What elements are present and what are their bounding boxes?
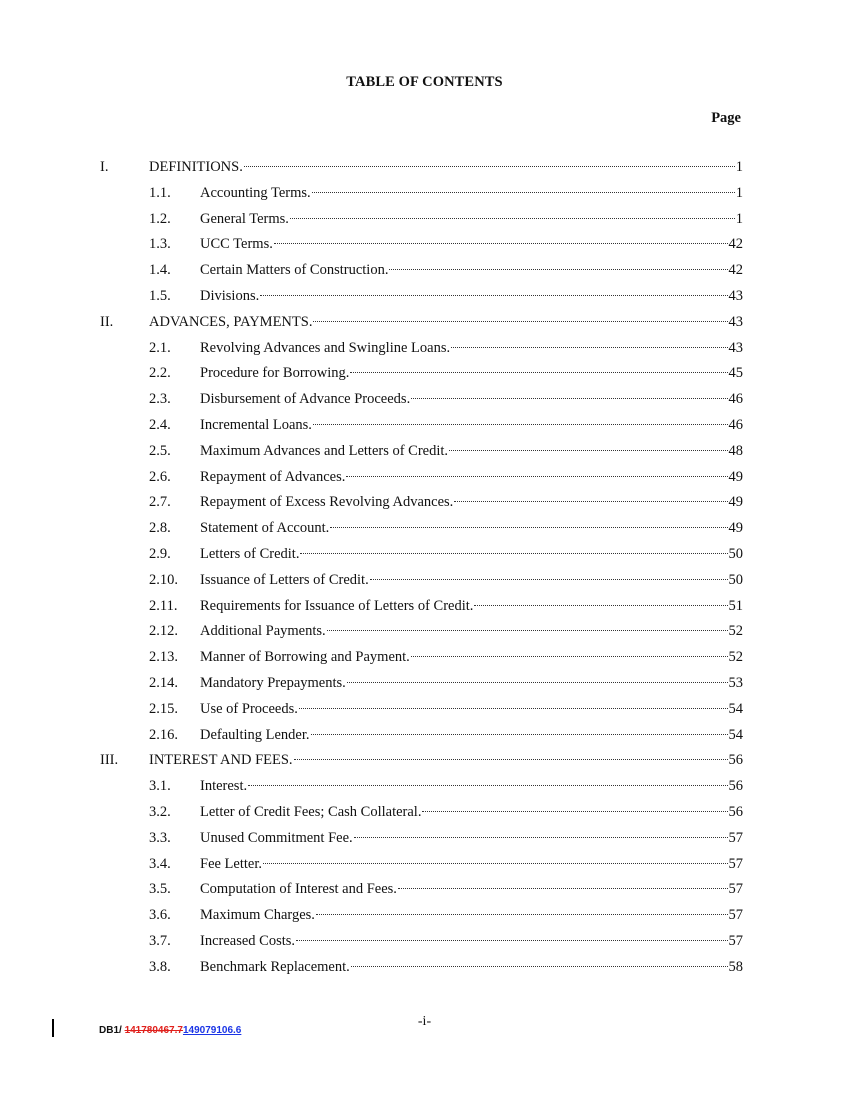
toc-number: 2.14. xyxy=(149,674,178,691)
toc-entry[interactable] xyxy=(200,387,743,413)
toc-number: 1.5. xyxy=(149,287,171,304)
dot-leader xyxy=(398,888,728,889)
toc-subsection-row[interactable] xyxy=(0,490,849,516)
toc-subsection-row[interactable] xyxy=(0,955,849,981)
toc-subsection-row[interactable] xyxy=(0,723,849,749)
toc-entry[interactable] xyxy=(200,258,743,284)
toc-number: 3.4. xyxy=(149,855,171,872)
toc-title: Procedure for Borrowing. xyxy=(200,365,350,382)
docid-inserted: 149079106.6 xyxy=(182,1025,242,1036)
toc-number: 3.3. xyxy=(149,829,171,846)
toc-subsection-row[interactable] xyxy=(0,800,849,826)
toc-entry[interactable] xyxy=(200,697,743,723)
toc-number: 2.6. xyxy=(149,468,171,485)
dot-leader xyxy=(313,424,728,425)
toc-page-number: 42 xyxy=(728,262,743,279)
toc-page-number: 54 xyxy=(728,700,743,717)
toc-page-number: 49 xyxy=(728,468,743,485)
toc-page-number: 52 xyxy=(728,649,743,666)
dot-leader xyxy=(290,218,735,219)
toc-page-number: 50 xyxy=(728,571,743,588)
toc-page-number: 1 xyxy=(735,159,743,175)
toc-number: 3.5. xyxy=(149,881,171,898)
toc-subsection-row[interactable] xyxy=(0,697,849,723)
toc-subsection-row[interactable] xyxy=(0,181,849,207)
toc-title: Additional Payments. xyxy=(200,623,326,640)
toc-entry[interactable] xyxy=(200,619,743,645)
toc-entry[interactable] xyxy=(200,465,743,491)
toc-subsection-row[interactable] xyxy=(0,465,849,491)
dot-leader xyxy=(311,734,728,735)
toc-title: Issuance of Letters of Credit. xyxy=(200,571,369,588)
toc-subsection-row[interactable] xyxy=(0,903,849,929)
toc-page-number: 56 xyxy=(728,752,743,769)
toc-subsection-row[interactable] xyxy=(0,207,849,233)
toc-title: Divisions. xyxy=(200,287,260,304)
toc-number: 3.6. xyxy=(149,907,171,924)
dot-leader xyxy=(294,759,728,760)
toc-number: 2.13. xyxy=(149,649,178,666)
toc-page-number: 49 xyxy=(728,520,743,537)
toc-title: Mandatory Prepayments. xyxy=(200,674,346,691)
toc-number: 2.1. xyxy=(149,339,171,356)
toc-page-number: 42 xyxy=(728,236,743,253)
toc-entry[interactable] xyxy=(200,413,743,439)
dot-leader xyxy=(248,785,727,786)
toc-entry[interactable] xyxy=(200,671,743,697)
toc-number: 2.11. xyxy=(149,597,178,614)
toc-number: 2.10. xyxy=(149,571,178,588)
toc-subsection-row[interactable] xyxy=(0,232,849,258)
toc-entry[interactable] xyxy=(200,336,743,362)
dot-leader xyxy=(347,682,728,683)
revision-change-bar xyxy=(52,1019,54,1037)
toc-title: Disbursement of Advance Proceeds. xyxy=(200,391,411,408)
toc-section-row[interactable] xyxy=(0,310,849,336)
toc-entry[interactable] xyxy=(200,645,743,671)
dot-leader xyxy=(300,553,727,554)
toc-subsection-row[interactable] xyxy=(0,671,849,697)
toc-number: 2.2. xyxy=(149,365,171,382)
toc-entry[interactable] xyxy=(200,181,743,207)
dot-leader xyxy=(350,372,727,373)
toc-page-number: 57 xyxy=(728,881,743,898)
toc-subsection-row[interactable] xyxy=(0,387,849,413)
toc-title: General Terms. xyxy=(200,210,289,227)
toc-page-number: 43 xyxy=(728,339,743,356)
toc-entry[interactable] xyxy=(200,903,743,929)
toc-page-number: 45 xyxy=(728,365,743,382)
toc-entry[interactable] xyxy=(200,723,743,749)
toc-subsection-row[interactable] xyxy=(0,645,849,671)
toc-page-number: 57 xyxy=(728,855,743,872)
toc-subsection-row[interactable] xyxy=(0,542,849,568)
table-of-contents xyxy=(0,155,849,981)
toc-title: Accounting Terms. xyxy=(200,184,311,201)
toc-title: Revolving Advances and Swingline Loans. xyxy=(200,339,451,356)
dot-leader xyxy=(451,347,727,348)
dot-leader xyxy=(370,579,728,580)
toc-subsection-row[interactable] xyxy=(0,774,849,800)
toc-subsection-row[interactable] xyxy=(0,284,849,310)
toc-entry[interactable] xyxy=(200,516,743,542)
toc-number: 1.3. xyxy=(149,236,171,253)
toc-number: 2.16. xyxy=(149,726,178,743)
toc-page-number: 53 xyxy=(728,674,743,691)
toc-page-number: 43 xyxy=(728,287,743,304)
toc-number: 3.2. xyxy=(149,803,171,820)
toc-title: Unused Commitment Fee. xyxy=(200,829,353,846)
toc-number: 2.12. xyxy=(149,623,178,640)
dot-leader xyxy=(411,398,727,399)
dot-leader xyxy=(454,501,727,502)
dot-leader xyxy=(474,605,727,606)
toc-number: 3.1. xyxy=(149,778,171,795)
toc-subsection-row[interactable] xyxy=(0,413,849,439)
docid-deleted: 141780467.7 xyxy=(124,1025,183,1036)
toc-title: Letter of Credit Fees; Cash Collateral. xyxy=(200,803,422,820)
toc-title: Use of Proceeds. xyxy=(200,700,298,717)
toc-subsection-row[interactable] xyxy=(0,568,849,594)
toc-subsection-row[interactable] xyxy=(0,877,849,903)
dot-leader xyxy=(313,321,727,322)
dot-leader xyxy=(244,166,735,167)
toc-entry[interactable] xyxy=(200,826,743,852)
toc-page-number: 48 xyxy=(728,442,743,459)
toc-subsection-row[interactable] xyxy=(0,439,849,465)
toc-subsection-row[interactable] xyxy=(0,619,849,645)
page-column-header: Page xyxy=(711,110,741,126)
toc-number: 2.4. xyxy=(149,416,171,433)
toc-title: Maximum Charges. xyxy=(200,907,315,924)
toc-subsection-row[interactable] xyxy=(0,336,849,362)
toc-entry[interactable] xyxy=(200,361,743,387)
toc-subsection-row[interactable] xyxy=(0,516,849,542)
toc-subsection-row[interactable] xyxy=(0,826,849,852)
toc-entry[interactable] xyxy=(200,594,743,620)
toc-title: Repayment of Excess Revolving Advances. xyxy=(200,494,454,511)
toc-page-number: 56 xyxy=(728,778,743,795)
dot-leader xyxy=(296,940,727,941)
toc-entry[interactable] xyxy=(200,852,743,878)
dot-leader xyxy=(327,630,728,631)
dot-leader xyxy=(411,656,728,657)
dot-leader xyxy=(316,914,728,915)
toc-entry[interactable] xyxy=(200,207,743,233)
toc-subsection-row[interactable] xyxy=(0,361,849,387)
toc-title: Computation of Interest and Fees. xyxy=(200,881,397,898)
toc-entry[interactable] xyxy=(149,748,743,774)
toc-entry[interactable] xyxy=(200,877,743,903)
dot-leader xyxy=(299,708,728,709)
toc-subsection-row[interactable] xyxy=(0,258,849,284)
toc-number: 1.2. xyxy=(149,210,171,227)
toc-entry[interactable] xyxy=(200,439,743,465)
dot-leader xyxy=(449,450,727,451)
toc-entry[interactable] xyxy=(200,568,743,594)
toc-number: 1.1. xyxy=(149,184,171,201)
toc-entry[interactable] xyxy=(200,929,743,955)
dot-leader xyxy=(354,837,728,838)
toc-page-number: 46 xyxy=(728,391,743,408)
page-title: TABLE OF CONTENTS xyxy=(346,74,503,90)
toc-title: DEFINITIONS. xyxy=(149,159,243,175)
toc-title: INTEREST AND FEES. xyxy=(149,752,293,769)
dot-leader xyxy=(422,811,727,812)
toc-page-number: 51 xyxy=(728,597,743,614)
dot-leader xyxy=(389,269,727,270)
toc-title: Statement of Account. xyxy=(200,520,330,537)
toc-number: 2.5. xyxy=(149,442,171,459)
toc-page-number: 43 xyxy=(728,313,743,330)
toc-title: Requirements for Issuance of Letters of Credit. xyxy=(200,597,474,614)
toc-title: UCC Terms. xyxy=(200,236,273,253)
toc-number: 3.7. xyxy=(149,932,171,949)
dot-leader xyxy=(312,192,735,193)
toc-title: Certain Matters of Construction. xyxy=(200,262,389,279)
toc-number: 3.8. xyxy=(149,958,171,975)
toc-entry[interactable] xyxy=(149,310,743,336)
toc-page-number: 57 xyxy=(728,932,743,949)
toc-title: Letters of Credit. xyxy=(200,545,300,562)
toc-title: Interest. xyxy=(200,778,248,795)
toc-number: 2.9. xyxy=(149,545,171,562)
dot-leader xyxy=(351,966,728,967)
toc-entry[interactable] xyxy=(200,774,743,800)
document-id xyxy=(99,1025,241,1036)
toc-subsection-row[interactable] xyxy=(0,929,849,955)
toc-section-row[interactable] xyxy=(0,155,849,181)
toc-entry[interactable] xyxy=(200,955,743,981)
toc-page-number: 52 xyxy=(728,623,743,640)
toc-entry[interactable] xyxy=(149,155,743,181)
dot-leader xyxy=(330,527,727,528)
toc-title: Fee Letter. xyxy=(200,855,263,872)
toc-page-number: 57 xyxy=(728,907,743,924)
toc-page-number: 49 xyxy=(728,494,743,511)
toc-subsection-row[interactable] xyxy=(0,852,849,878)
toc-title: Increased Costs. xyxy=(200,932,296,949)
dot-leader xyxy=(346,476,727,477)
toc-entry[interactable] xyxy=(200,284,743,310)
toc-title: Manner of Borrowing and Payment. xyxy=(200,649,410,666)
toc-title: Incremental Loans. xyxy=(200,416,312,433)
toc-title: ADVANCES, PAYMENTS. xyxy=(149,313,313,330)
toc-page-number: 46 xyxy=(728,416,743,433)
toc-page-number: 58 xyxy=(728,958,743,975)
docid-prefix: DB1/ xyxy=(99,1025,125,1036)
dot-leader xyxy=(263,863,727,864)
toc-title: Maximum Advances and Letters of Credit. xyxy=(200,442,449,459)
toc-entry[interactable] xyxy=(200,490,743,516)
dot-leader xyxy=(260,295,727,296)
toc-page-number: 56 xyxy=(728,803,743,820)
toc-page-number: 50 xyxy=(728,545,743,562)
toc-entry[interactable] xyxy=(200,800,743,826)
toc-entry[interactable] xyxy=(200,232,743,258)
toc-number: III. xyxy=(100,752,119,769)
toc-page-number: 57 xyxy=(728,829,743,846)
toc-title: Defaulting Lender. xyxy=(200,726,310,743)
toc-section-row[interactable] xyxy=(0,748,849,774)
toc-title: Benchmark Replacement. xyxy=(200,958,350,975)
toc-page-number: 54 xyxy=(728,726,743,743)
toc-number: II. xyxy=(100,313,114,330)
toc-number: I. xyxy=(100,159,109,175)
toc-title: Repayment of Advances. xyxy=(200,468,346,485)
toc-number: 2.7. xyxy=(149,494,171,511)
toc-number: 2.8. xyxy=(149,520,171,537)
toc-number: 2.3. xyxy=(149,391,171,408)
toc-page-number: 1 xyxy=(735,210,743,227)
toc-page-number: 1 xyxy=(735,184,743,201)
dot-leader xyxy=(274,243,728,244)
toc-entry[interactable] xyxy=(200,542,743,568)
toc-number: 1.4. xyxy=(149,262,171,279)
page-number: -i- xyxy=(417,1014,432,1029)
toc-subsection-row[interactable] xyxy=(0,594,849,620)
toc-number: 2.15. xyxy=(149,700,178,717)
